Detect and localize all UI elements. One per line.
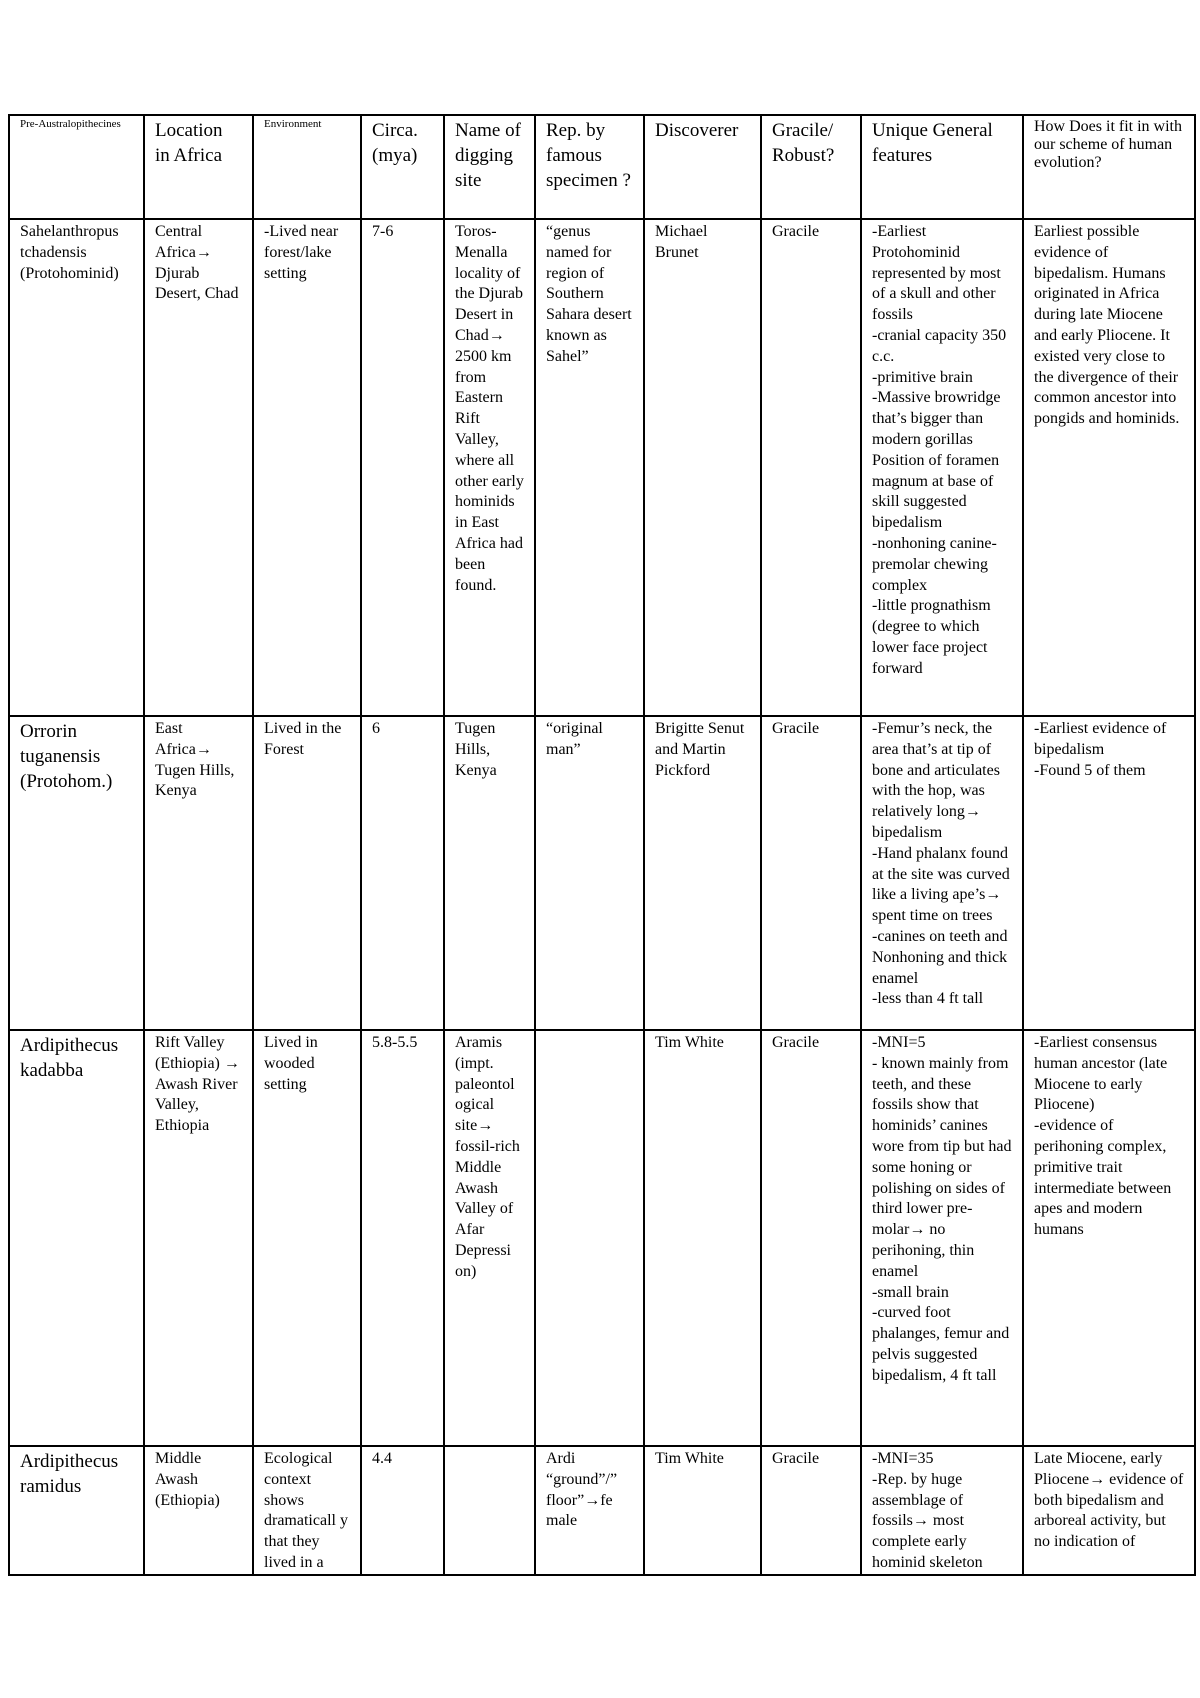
site-cell <box>444 1446 535 1575</box>
specimen-cell <box>535 1030 644 1446</box>
environment-cell: Ecological context shows dramaticall y that they lived in a <box>253 1446 361 1575</box>
location-cell: East Africa→ Tugen Hills, Kenya <box>144 716 253 1030</box>
features-text: -Earliest Protohominid represented by most of a skull and other fossils -cranial capacity 350 c.c. -primitive brain -Massive browridge that’s bigger than modern gorillas Position of foramen magnum at base of skill suggested bipedalism -nonhoning canine-premolar chewing complex -little prognathism (degree to which lower face project forward <box>872 223 1007 677</box>
features-cell <box>861 1446 1023 1575</box>
fit-cell <box>1023 1030 1195 1446</box>
environment-cell: Lived in wooded setting <box>253 1030 361 1446</box>
table-row <box>9 716 1195 1030</box>
location-cell: Middle Awash (Ethiopia) <box>144 1446 253 1575</box>
gracile-cell: Gracile <box>761 219 861 716</box>
species-cell: Orrorin tuganensis (Protohom.) <box>9 716 144 1030</box>
features-cell <box>861 716 1023 1030</box>
header-specimen: Rep. by famous specimen ? <box>535 115 644 219</box>
location-cell: Central Africa→ Djurab Desert, Chad <box>144 219 253 716</box>
features-cell <box>861 219 1023 716</box>
specimen-cell: “genus named for region of Southern Sahara desert known as Sahel” <box>535 219 644 716</box>
environment-cell: Lived in the Forest <box>253 716 361 1030</box>
header-environment: Environment <box>253 115 361 219</box>
specimen-cell: “original man” <box>535 716 644 1030</box>
species-cell: Ardipithecus ramidus <box>9 1446 144 1575</box>
fit-cell: Late Miocene, early Pliocene→ evidence of both bipedalism and arboreal activity, but no indication of <box>1023 1446 1195 1575</box>
features-text: -MNI=5 - known mainly from teeth, and these fossils show that hominids’ canines wore from tip but had some honing or polishing on sides of third lower pre-molar→ no perihoning, thin enamel -small brain -curved foot phalanges, femur and pelvis suggested bipedalism, 4 ft tall <box>872 1034 1012 1384</box>
gracile-cell: Gracile <box>761 716 861 1030</box>
species-cell: Ardipithecus kadabba <box>9 1030 144 1446</box>
discoverer-cell: Brigitte Senut and Martin Pickford <box>644 716 761 1030</box>
table-header-row <box>9 115 1195 219</box>
header-features: Unique General features <box>861 115 1023 219</box>
table-row <box>9 219 1195 716</box>
features-cell <box>861 1030 1023 1446</box>
header-discoverer: Discoverer <box>644 115 761 219</box>
site-cell: Tugen Hills, Kenya <box>444 716 535 1030</box>
site-cell: Toros-Menalla locality of the Djurab Desert in Chad→ 2500 km from Eastern Rift Valley, where all other early hominids in East Africa had been found. <box>444 219 535 716</box>
specimen-cell: Ardi “ground”/” floor”→fe male <box>535 1446 644 1575</box>
header-evolution-fit: How Does it fit in with our scheme of human evolution? <box>1023 115 1195 219</box>
header-digging-site: Name of digging site <box>444 115 535 219</box>
circa-cell: 7-6 <box>361 219 444 716</box>
features-text: -Femur’s neck, the area that’s at tip of bone and articulates with the hop, was relatively long→ bipedalism -Hand phalanx found at the site was curved like a living ape’s→ spent time on trees -canines on teeth and Nonhoning and thick enamel -less than 4 ft tall <box>872 720 1010 1008</box>
gracile-cell: Gracile <box>761 1030 861 1446</box>
fit-text: -Earliest evidence of bipedalism -Found 5 of them <box>1034 720 1167 779</box>
header-gracile-robust: Gracile/ Robust? <box>761 115 861 219</box>
header-location: Location in Africa <box>144 115 253 219</box>
header-species: Pre-Australopithecines <box>9 115 144 219</box>
site-cell: Aramis (impt. paleontol ogical site→ fossil-rich Middle Awash Valley of Afar Depressi on) <box>444 1030 535 1446</box>
circa-cell: 6 <box>361 716 444 1030</box>
discoverer-cell: Michael Brunet <box>644 219 761 716</box>
header-circa: Circa. (mya) <box>361 115 444 219</box>
location-cell: Rift Valley (Ethiopia) → Awash River Valley, Ethiopia <box>144 1030 253 1446</box>
circa-cell: 5.8-5.5 <box>361 1030 444 1446</box>
table-row <box>9 1030 1195 1446</box>
gracile-cell: Gracile <box>761 1446 861 1575</box>
fit-text: -Earliest consensus human ancestor (late Miocene to early Pliocene) -evidence of perihoning complex, primitive trait intermediate between apes and modern humans <box>1034 1034 1172 1239</box>
circa-cell: 4.4 <box>361 1446 444 1575</box>
table-row <box>9 1446 1195 1575</box>
features-text: -MNI=35 -Rep. by huge assemblage of fossils→ most complete early hominid skeleton <box>872 1450 983 1571</box>
environment-cell: -Lived near forest/lake setting <box>253 219 361 716</box>
fit-cell <box>1023 716 1195 1030</box>
hominid-comparison-table <box>8 114 1196 1576</box>
species-cell: Sahelanthropus tchadensis (Protohominid) <box>9 219 144 716</box>
discoverer-cell: Tim White <box>644 1030 761 1446</box>
fit-cell: Earliest possible evidence of bipedalism. Humans originated in Africa during late Miocene and early Pliocene. It existed very close to the divergence of their common ancestor into pongids and hominids. <box>1023 219 1195 716</box>
discoverer-cell: Tim White <box>644 1446 761 1575</box>
